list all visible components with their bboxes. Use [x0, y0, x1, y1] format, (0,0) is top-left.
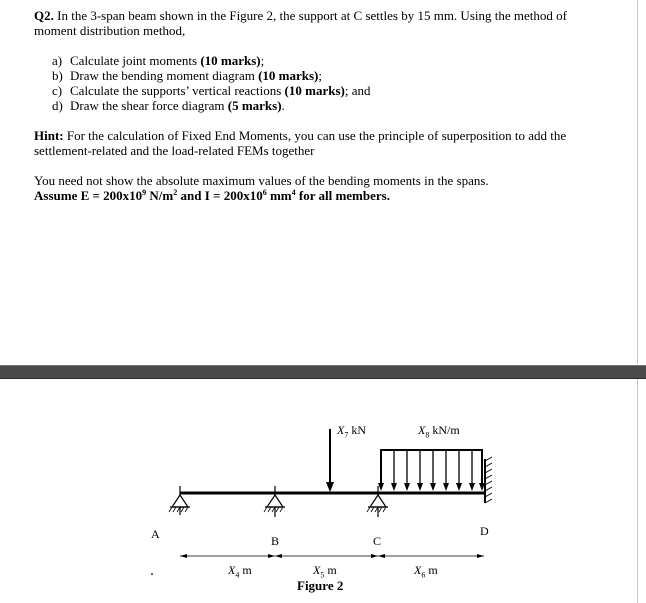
udl-load [378, 450, 485, 491]
task-text: Draw the bending moment diagram [70, 68, 259, 83]
i-exponent: 6 [262, 188, 267, 197]
support-label-c: C [373, 534, 382, 548]
task-item-c [52, 83, 370, 98]
task-marks: (5 marks) [227, 98, 282, 113]
task-marks: (10 marks) [258, 68, 319, 83]
task-text: Draw the shear force diagram [70, 98, 228, 113]
task-end: ; [260, 53, 265, 68]
assume-e: Assume E = 200x10 [34, 188, 143, 203]
task-marks: (10 marks) [200, 53, 261, 68]
i-unit-exponent: 4 [291, 188, 296, 197]
task-text: Calculate the supports’ vertical reactions [70, 83, 285, 98]
task-end: . [281, 98, 285, 113]
assume-suffix: for all members. [295, 188, 390, 203]
figure-caption: Figure 2 [297, 578, 344, 593]
task-text: Calculate joint moments [70, 53, 201, 68]
point-load-arrow [326, 429, 334, 492]
fixed-support-d [485, 457, 492, 503]
document-page-2 [0, 379, 638, 603]
assumption-line [34, 188, 390, 203]
hint-line-2: settlement-related and the load-related FEMs together [34, 143, 315, 158]
pin-support-b [264, 486, 285, 517]
question-label: Q2. [34, 8, 54, 23]
span-label-cd: $X_6$ m [414, 563, 438, 580]
stray-dot [151, 573, 153, 575]
task-marks: (10 marks) [284, 83, 345, 98]
task-item-b [52, 68, 322, 83]
task-marker: a) [52, 53, 63, 68]
e-unit: N/m [146, 188, 174, 203]
pin-support-a [169, 486, 190, 515]
span-label-bc: $X_5$ m [313, 563, 337, 580]
span-label-ab: $X_4$ m [228, 563, 252, 580]
question-line-1 [34, 8, 567, 23]
support-label-a: A [151, 527, 160, 541]
support-label-b: B [271, 534, 280, 548]
question-line-2: moment distribution method, [34, 23, 186, 38]
dimension-line [180, 554, 484, 558]
i-unit: mm [266, 188, 292, 203]
task-item-d [52, 98, 285, 113]
task-marker: d) [52, 98, 63, 113]
task-end: ; [318, 68, 323, 83]
task-item-a [52, 53, 264, 68]
e-unit-exponent: 2 [173, 188, 178, 197]
hint-label: Hint: [34, 128, 64, 143]
task-marker: b) [52, 68, 63, 83]
hint-text: For the calculation of Fixed End Moments, you can use the principle of superposition to add the [66, 128, 567, 143]
note-line: You need not show the absolute maximum values of the bending moments in the spans. [34, 173, 489, 188]
hint-line-1 [34, 128, 566, 143]
udl-label: $X_8$ kN/m [418, 423, 460, 440]
support-label-d: D [480, 524, 489, 538]
point-load-label: $X_7$ kN [337, 423, 367, 440]
assume-i: and I = 200x10 [177, 188, 263, 203]
question-text: In the 3-span beam shown in the Figure 2, the support at C settles by 15 mm. Using the method of [57, 8, 567, 23]
pin-support-c [367, 486, 388, 517]
page-separator [0, 365, 646, 379]
task-marker: c) [52, 83, 63, 98]
task-end: ; and [344, 83, 371, 98]
e-exponent: 9 [142, 188, 147, 197]
